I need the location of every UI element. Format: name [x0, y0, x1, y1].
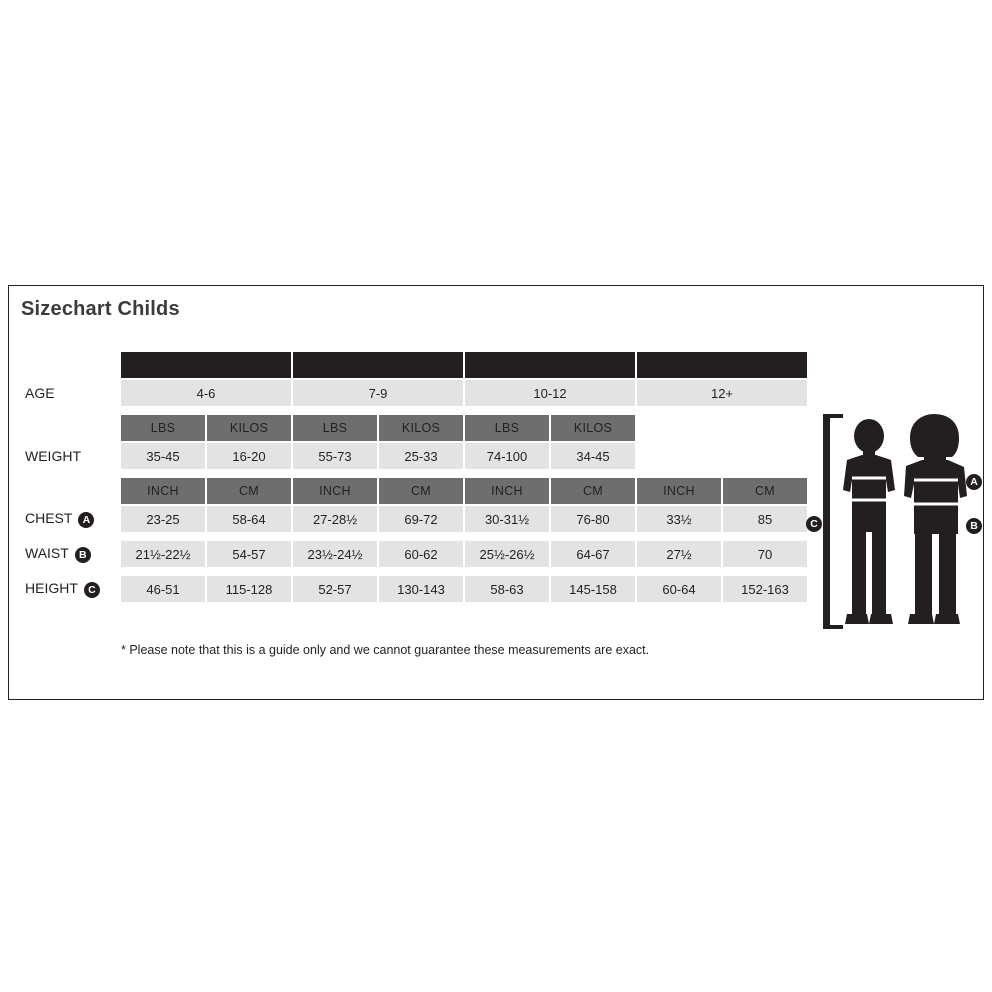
cell-waist-6: 27½: [637, 541, 721, 567]
cell-chest-2: 27-28½: [293, 506, 377, 532]
unit-header-length-2: INCH: [293, 478, 377, 504]
unit-header-length-5: CM: [551, 478, 635, 504]
row-label-chest: [23, 506, 119, 532]
page-title: Sizechart Childs: [21, 298, 180, 320]
unit-header-length-3: CM: [379, 478, 463, 504]
badge-b-waist: B: [75, 547, 91, 563]
unit-header-length-0: INCH: [121, 478, 205, 504]
cell-waist-2: 23½-24½: [293, 541, 377, 567]
guide-note: * Please note that this is a guide only and we cannot guarantee these measurements are exact.: [121, 643, 650, 657]
cell-weight-1: 16-20: [207, 443, 291, 469]
girl-silhouette: [904, 414, 967, 624]
cell-weight-blank-1: [637, 443, 721, 469]
cell-height-3: 130-143: [379, 576, 463, 602]
cell-weight-0: 35-45: [121, 443, 205, 469]
row-label-empty: [23, 352, 119, 378]
table-row-length-units: [23, 478, 807, 504]
cell-waist-7: 70: [723, 541, 807, 567]
table-row-size-headers: [23, 352, 807, 378]
table-row-weight-units: [23, 415, 807, 441]
cell-waist-1: 54-57: [207, 541, 291, 567]
cell-chest-5: 76-80: [551, 506, 635, 532]
unit-header-length-1: CM: [207, 478, 291, 504]
unit-header-weight-2: LBS: [293, 415, 377, 441]
table-spacer-2: [23, 471, 807, 476]
row-label-chest-text: CHEST: [25, 510, 73, 527]
row-label-empty-3: [23, 478, 119, 504]
unit-header-weight-0: LBS: [121, 415, 205, 441]
unit-header-weight-1: KILOS: [207, 415, 291, 441]
cell-chest-6: 33½: [637, 506, 721, 532]
row-label-age: [23, 380, 119, 406]
cell-waist-4: 25½-26½: [465, 541, 549, 567]
unit-header-length-7: CM: [723, 478, 807, 504]
unit-header-weight-blank-2: [723, 415, 807, 441]
row-label-waist-text: WAIST: [25, 545, 69, 562]
cell-age-small: 4-6: [121, 380, 291, 406]
cell-chest-0: 23-25: [121, 506, 205, 532]
badge-c-height: C: [84, 582, 100, 598]
cell-height-5: 145-158: [551, 576, 635, 602]
row-label-waist: [23, 541, 119, 567]
table-spacer-4: [23, 569, 807, 574]
cell-chest-4: 30-31½: [465, 506, 549, 532]
figure-badge-c: C: [806, 516, 822, 532]
cell-waist-0: 21½-22½: [121, 541, 205, 567]
size-chart-table: [21, 350, 809, 604]
figure-badge-b: B: [966, 518, 982, 534]
cell-waist-3: 60-62: [379, 541, 463, 567]
cell-height-2: 52-57: [293, 576, 377, 602]
unit-header-length-4: INCH: [465, 478, 549, 504]
boy-silhouette: [843, 419, 895, 624]
table-spacer-3: [23, 534, 807, 539]
cell-weight-blank-2: [723, 443, 807, 469]
cell-age-medium: 7-9: [293, 380, 463, 406]
unit-header-weight-3: KILOS: [379, 415, 463, 441]
cell-height-4: 58-63: [465, 576, 549, 602]
table-row-age: [23, 380, 807, 406]
cell-weight-5: 34-45: [551, 443, 635, 469]
cell-age-tween: 12+: [637, 380, 807, 406]
unit-header-weight-blank-1: [637, 415, 721, 441]
measurement-figure: [810, 414, 978, 629]
cell-chest-7: 85: [723, 506, 807, 532]
unit-header-length-6: INCH: [637, 478, 721, 504]
row-label-height-text: HEIGHT: [25, 580, 78, 597]
table-row-weight: [23, 443, 807, 469]
table-row-chest: [23, 506, 807, 532]
cell-age-large: 10-12: [465, 380, 635, 406]
cell-weight-2: 55-73: [293, 443, 377, 469]
cell-height-6: 60-64: [637, 576, 721, 602]
cell-chest-1: 58-64: [207, 506, 291, 532]
cell-height-0: 46-51: [121, 576, 205, 602]
cell-weight-4: 74-100: [465, 443, 549, 469]
unit-header-weight-4: LBS: [465, 415, 549, 441]
figure-badge-a: A: [966, 474, 982, 490]
cell-chest-3: 69-72: [379, 506, 463, 532]
cell-height-7: 152-163: [723, 576, 807, 602]
row-label-age-text: AGE: [25, 385, 55, 401]
cell-waist-5: 64-67: [551, 541, 635, 567]
size-header-tween: TWEEN: [637, 352, 807, 378]
children-silhouettes-icon: [814, 414, 974, 629]
cell-height-1: 115-128: [207, 576, 291, 602]
size-header-medium: MEDIUM: [293, 352, 463, 378]
size-header-large: LARGE: [465, 352, 635, 378]
cell-weight-3: 25-33: [379, 443, 463, 469]
unit-header-weight-5: KILOS: [551, 415, 635, 441]
row-label-height: [23, 576, 119, 602]
badge-a-chest: A: [78, 512, 94, 528]
table-row-waist: [23, 541, 807, 567]
table-spacer: [23, 408, 807, 413]
row-label-weight-text: WEIGHT: [25, 448, 81, 464]
row-label-weight: [23, 443, 119, 469]
table-row-height: [23, 576, 807, 602]
size-header-small: SMALL: [121, 352, 291, 378]
row-label-empty-2: [23, 415, 119, 441]
sizechart-card: [8, 285, 984, 700]
